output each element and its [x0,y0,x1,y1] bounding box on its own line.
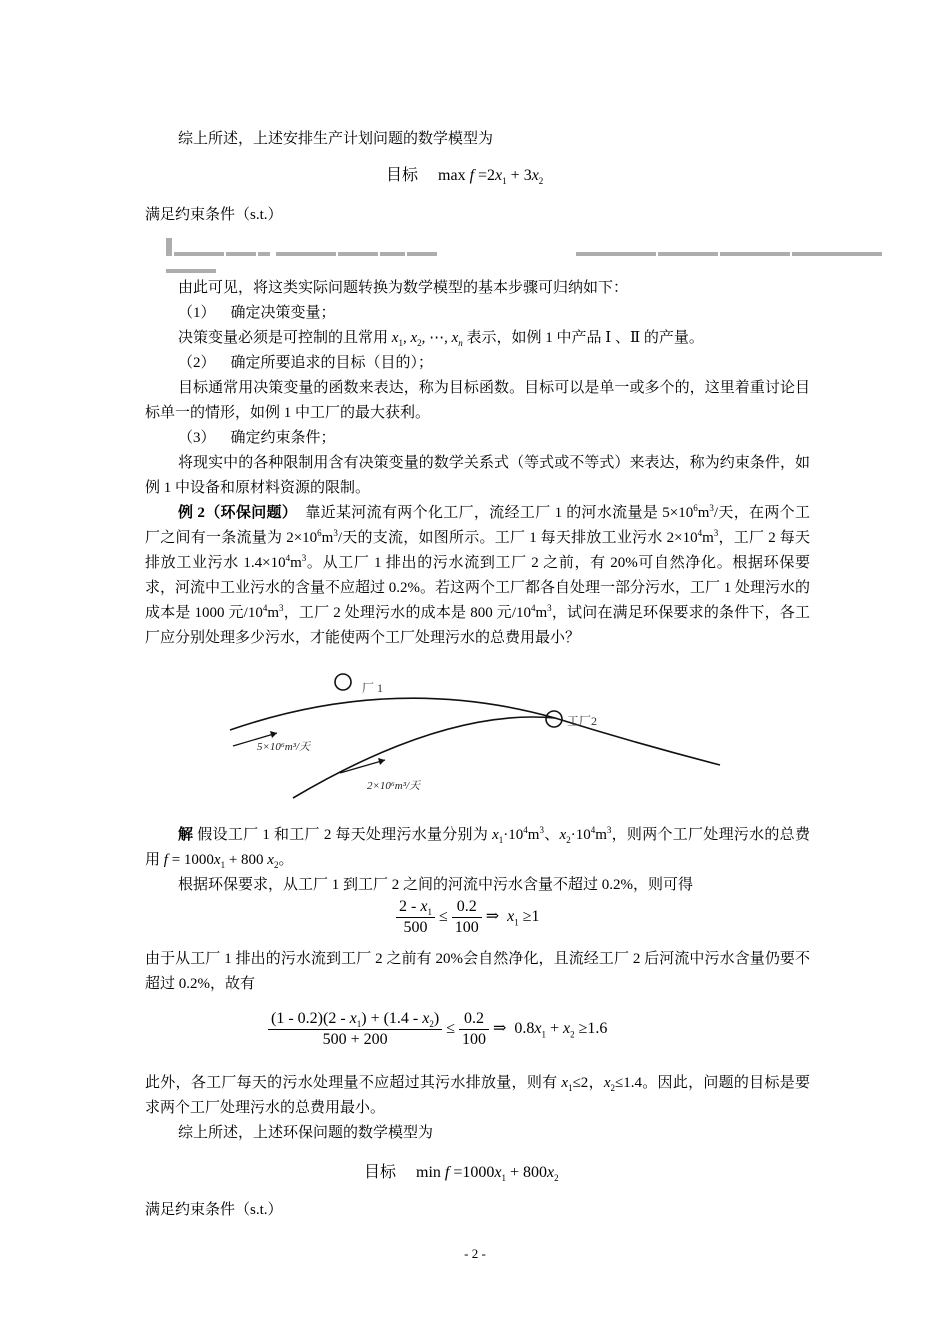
solution-paragraph [145,823,810,873]
objective-op: max [438,167,466,184]
sol-f: f [163,852,168,868]
ineq2-den: 500 + 200 [322,1031,388,1048]
sol-t2: ·10 [503,827,524,843]
ineq1-num2: 0.2 [452,898,482,918]
extra-t2: ≤2， [572,1075,604,1091]
ineq1-v: x [507,908,515,926]
main-river-line [230,698,720,765]
ex2-e4: 3 [333,528,338,538]
ineq2-s1: 1 [356,1019,362,1030]
inequality-1 [396,898,540,937]
ineq1-ge: ≥ [522,908,532,926]
ineq1-rhs: 1 [531,908,540,926]
step-1-body-pre: 决策变量必须是可控制的且常用 [178,330,392,346]
ex2-e7: 4 [285,553,291,563]
objective-var-2: x [531,167,539,184]
sol-x1: x [492,827,499,843]
inequality-2 [268,1010,607,1049]
ex2-t1: 靠近某河流有两个化工厂，流经工厂 1 的河水流量是 5×10 [305,505,694,521]
sep-2: , ⋯, [421,330,452,346]
summary-paragraph-2: 综上所述，上述环保问题的数学模型为 [178,1125,434,1141]
flow-2-label: 2×10⁶m³/天 [367,780,421,792]
ineq2-rhs: 1.6 [587,1020,608,1038]
sub-2: 2 [417,338,422,348]
ex2-t8: m [290,555,302,571]
sol-t8: = 1000 [167,852,214,868]
ex2-t12: m [535,605,548,621]
ex2-t9: 。从工厂 1 排出的污水流到工厂 2 之前，有 20%可自然净化。根据环保要求，河流中工业污水的含量不应超过 0.2%。若这两个工厂都各自处理一部分污水，工厂 1 处理污水的成本是 1000 元/10 [145,555,810,621]
sol-s4: 2 [273,860,279,870]
blurred-constraints-image [165,236,885,258]
step-3-number: （3） [178,430,216,446]
sol-e3: 4 [590,825,596,835]
step-1-number: （1） [178,305,216,321]
example-2-paragraph [145,501,810,651]
ineq1-s: 1 [514,917,519,928]
objective2-var-2: x [547,1164,555,1181]
objective-eq: = [478,167,488,184]
constraint-label-2: 满足约束条件（s.t.） [145,1202,283,1218]
extra-t1: 此外，各工厂每天的污水处理量不应超过其污水排放量，则有 [145,1075,562,1091]
sol-x4: x [267,852,274,868]
example-2-title: 例 2（环保问题） [178,505,298,521]
factory-1-circle [335,674,351,690]
ex2-e11: 4 [531,603,536,613]
ineq2-s3: 1 [541,1029,546,1040]
ex2-t2: m [697,505,710,521]
step-2-title: 确定所要追求的目标（目的）； [230,355,434,371]
objective-label: 目标 [386,167,419,184]
ex2-t13: ，试问在满足环保要求的条件下，各工厂应分别处理多少污水，才能使两个工厂处理污水的总费用最小？ [145,605,810,646]
ineq2-frac-right [459,1010,489,1049]
sol-t6: m [595,827,607,843]
sub-n: n [458,338,463,348]
ineq2-implies: ⇒ [492,1020,507,1038]
extra-v1: x [561,1075,569,1091]
sol-t5: ·10 [570,827,591,843]
ex2-e9: 4 [262,603,268,613]
sol-t7: ，则两个工厂处理污水的总费用 [145,827,810,868]
ineq2-plus: + [550,1020,560,1038]
var-xn: x [451,330,459,346]
summary-paragraph-1: 综上所述，上述安排生产计划问题的数学模型为 [178,131,494,147]
ineq1-num-s: 1 [427,907,432,918]
objective2-label: 目标 [364,1164,397,1181]
sol-x2: x [559,827,567,843]
objective-f: f [469,167,475,184]
step-1-heading [145,301,810,326]
objective2-op: min [416,1164,441,1181]
ineq1-implies: ⇒ [485,908,500,926]
objective2-eq: = [453,1164,463,1181]
solution-title: 解 [178,827,194,843]
ex2-t7: ，工厂 2 每天排放工业污水 1.4×10 [145,530,810,571]
ineq2-ge: ≥ [578,1020,588,1038]
objective2-sub-1: 1 [501,1173,506,1184]
factory-1-label: 厂 1 [362,681,384,695]
ineq1-frac-left [396,898,435,937]
step-2-number: （2） [178,355,216,371]
sol-e2: 3 [539,825,544,835]
steps-intro: 由此可见，将这类实际问题转换为数学模型的基本步骤可归纳如下： [178,280,629,296]
ex2-t5: /天的支流，如图所示。工厂 1 每天排放工业污水 2×10 [337,530,698,546]
step-1-body [145,326,810,351]
ineq2-v1: x [349,1010,357,1027]
ineq2-s2: 2 [429,1019,434,1030]
sub-1: 1 [398,338,403,348]
objective-sub-1: 1 [502,176,507,187]
ineq1-den2: 100 [454,919,479,936]
tributary-line [293,717,555,798]
ineq2-den2: 100 [461,1031,486,1048]
objective-formula-1 [386,162,543,185]
step-1-title: 确定决策变量； [230,305,336,321]
ineq2-n2: ) + (1.4 - [361,1010,423,1027]
ineq1-num-a: 2 - [399,898,421,915]
ineq2-frac-left [268,1010,442,1049]
sol-s1: 1 [498,835,504,845]
ex2-e6: 3 [713,528,719,538]
objective-coef-2: 3 [523,167,532,184]
sol-t10: 。 [278,852,294,868]
sol-t1: 假设工厂 1 和工厂 2 每天处理污水量分别为 [193,827,493,843]
ex2-t10: m [267,605,280,621]
ineq1-den: 500 [403,919,428,936]
sol-e4: 3 [606,825,612,835]
ex2-t11: ，工厂 2 处理污水的成本是 800 元/10 [283,605,531,621]
objective2-plus: + [510,1164,520,1181]
objective-plus: + [510,167,520,184]
river-diagram [215,668,735,808]
sol-e1: 4 [523,825,528,835]
sol-x3: x [213,852,221,868]
sol-t3: m [527,827,540,843]
constraint-label-1: 满足约束条件（s.t.） [145,207,283,223]
extra-t3: ≤1.4。因此，问题的目标是要求两个工厂处理污水的总费用最小。 [145,1075,810,1116]
sol-t9: + 800 [225,852,268,868]
ineq2-v4: x [563,1020,571,1038]
var-x1: x [391,330,399,346]
objective2-coef-2: 800 [523,1164,548,1181]
ex2-t6: m [702,530,714,546]
extra-paragraph [145,1071,810,1121]
ex2-e3: 6 [317,528,322,538]
objective2-var-1: x [494,1164,502,1181]
ex2-e1: 6 [693,503,698,513]
ineq2-num2: 0.2 [459,1010,489,1030]
ineq2-n3: ) [433,1010,440,1027]
ineq2-c: 0.8 [514,1020,535,1038]
ex2-e10: 3 [279,603,284,613]
sol-s3: 1 [220,860,226,870]
extra-v2: x [603,1075,611,1091]
ex2-e8: 3 [301,553,307,563]
objective2-f: f [444,1164,450,1181]
ex2-e5: 4 [697,528,703,538]
var-x2: x [410,330,418,346]
extra-s1: 1 [568,1083,573,1093]
environment-paragraph: 根据环保要求，从工厂 1 到工厂 2 之间的河流中污水含量不超过 0.2%，则可得 [178,877,693,893]
step-3-body: 将现实中的各种限制用含有决策变量的数学关系式（等式或不等式）来表达，称为约束条件，如例 1 中设备和原材料资源的限制。 [145,455,810,496]
step-2-heading [145,351,810,376]
extra-s2: 2 [610,1083,616,1093]
objective-formula-2 [364,1159,559,1182]
step-3-title: 确定约束条件； [230,430,336,446]
objective2-sub-2: 2 [554,1173,559,1184]
ex2-e2: 3 [709,503,714,513]
ineq2-s4: 2 [570,1029,575,1040]
ex2-t4: m [321,530,334,546]
ineq1-frac-right [452,898,482,937]
ineq2-v2: x [422,1010,430,1027]
flow-1-label: 5×10⁶m³/天 [257,741,311,753]
ineq2-v3: x [534,1020,542,1038]
page-number: - 2 - [464,1246,486,1261]
purify-paragraph: 由于从工厂 1 排出的污水流到工厂 2 之前有 20%会自然净化，且流经工厂 2 后河流中污水含量仍要不超过 0.2%，故有 [145,951,810,992]
ineq2-le: ≤ [446,1020,455,1038]
objective2-coef-1: 1000 [462,1164,495,1181]
ex2-e12: 3 [547,603,552,613]
objective-coef-1: 2 [487,167,496,184]
step-1-body-post: 表示，如例 1 中产品 Ⅰ 、Ⅱ 的产量。 [462,330,704,346]
ineq1-le: ≤ [438,908,448,926]
step-3-heading [145,426,810,451]
objective-sub-2: 2 [538,176,544,187]
objective-var-1: x [495,167,503,184]
factory-2-label: 工厂2 [567,714,598,728]
ineq2-n1: (1 - 0.2)(2 - [271,1010,350,1027]
sol-s2: 2 [566,835,571,845]
ineq1-num-v: x [420,898,428,915]
sol-t4: 、 [543,827,560,843]
ex2-t3: /天，在两个工厂之间有一条流量为 2×10 [145,505,810,546]
sep-1: , [402,330,411,346]
step-2-body: 目标通常用决策变量的函数来表达，称为目标函数。目标可以是单一或多个的，这里着重讨论目标单一的情形，如例 1 中工厂的最大获利。 [145,380,810,421]
